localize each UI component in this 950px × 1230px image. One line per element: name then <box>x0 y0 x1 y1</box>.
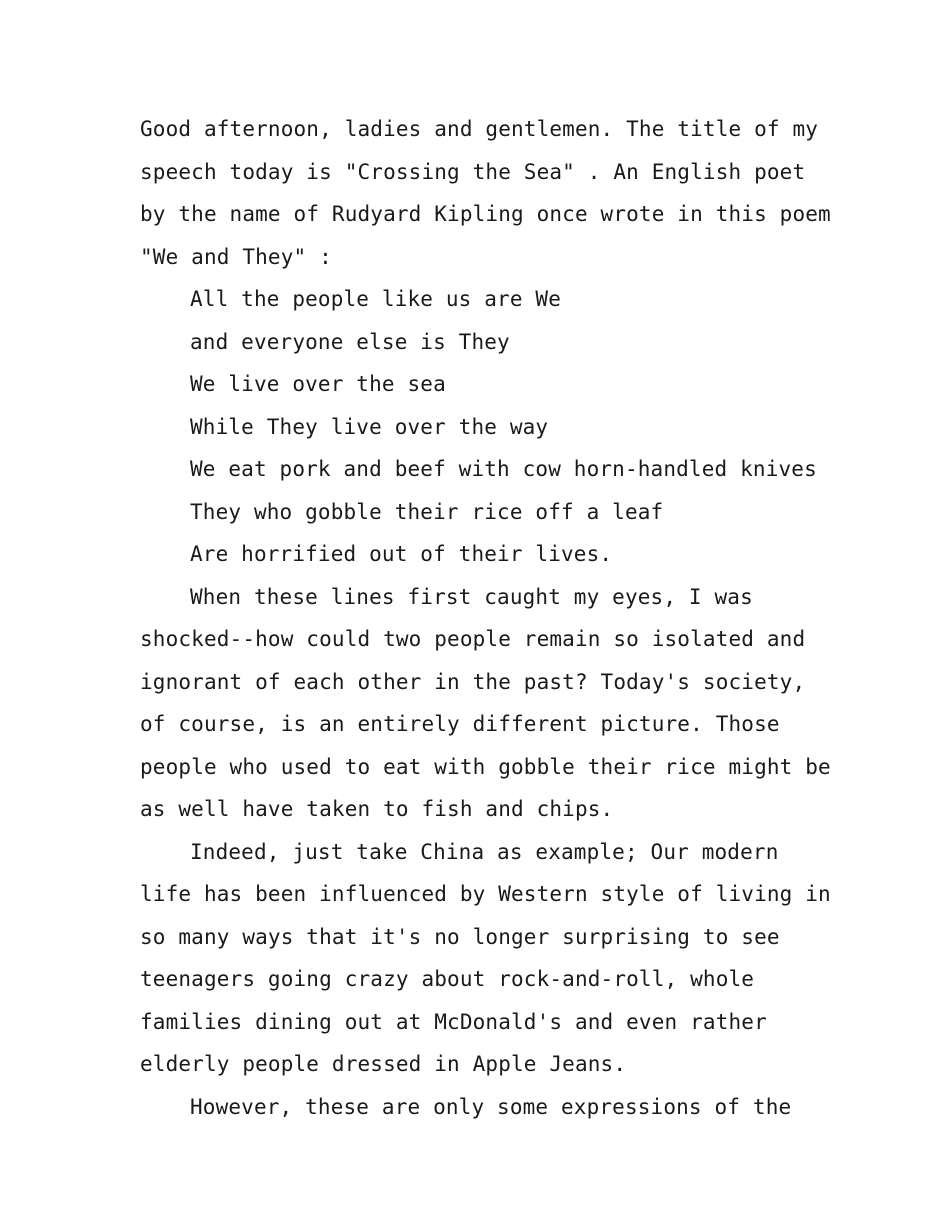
text-line: families dining out at McDonald's and even rather <box>140 1009 767 1034</box>
poem-line: All the people like us are We <box>190 287 561 311</box>
speech-text <box>140 108 831 1128</box>
paragraph-start-line: Indeed, just take China as example; Our modern <box>190 839 779 864</box>
poem-line: Are horrified out of their lives. <box>190 542 613 566</box>
poem-line: We eat pork and beef with cow horn-handled knives <box>190 457 817 481</box>
text-line: teenagers going crazy about rock-and-roll, whole <box>140 967 755 991</box>
text-line: as well have taken to fish and chips. <box>140 797 614 821</box>
text-line: of course, is an entirely different picture. Those <box>140 712 780 736</box>
text-line: "We and They" : <box>140 244 332 269</box>
poem-line: While They live over the way <box>190 414 549 439</box>
text-line: ignorant of each other in the past? Today's society, <box>140 669 806 694</box>
paragraph-start-line: When these lines first caught my eyes, I was <box>190 584 753 609</box>
text-line: life has been influenced by Western style of living in <box>140 882 831 906</box>
text-line: so many ways that it's no longer surprising to see <box>140 924 780 949</box>
text-line: shocked--how could two people remain so isolated and <box>140 627 806 651</box>
poem-line: and everyone else is They <box>190 329 510 354</box>
text-line: people who used to eat with gobble their rice might be <box>140 754 831 779</box>
text-line: elderly people dressed in Apple Jeans. <box>140 1052 627 1076</box>
text-line: by the name of Rudyard Kipling once wrote in this poem <box>140 202 831 226</box>
poem-line: They who gobble their rice off a leaf <box>190 499 664 524</box>
poem-line: We live over the sea <box>190 372 446 396</box>
text-line: Good afternoon, ladies and gentlemen. The title of my <box>140 117 819 141</box>
paragraph-start-line: However, these are only some expressions of the <box>190 1094 792 1119</box>
text-line: speech today is "Crossing the Sea" . An English poet <box>140 159 806 184</box>
